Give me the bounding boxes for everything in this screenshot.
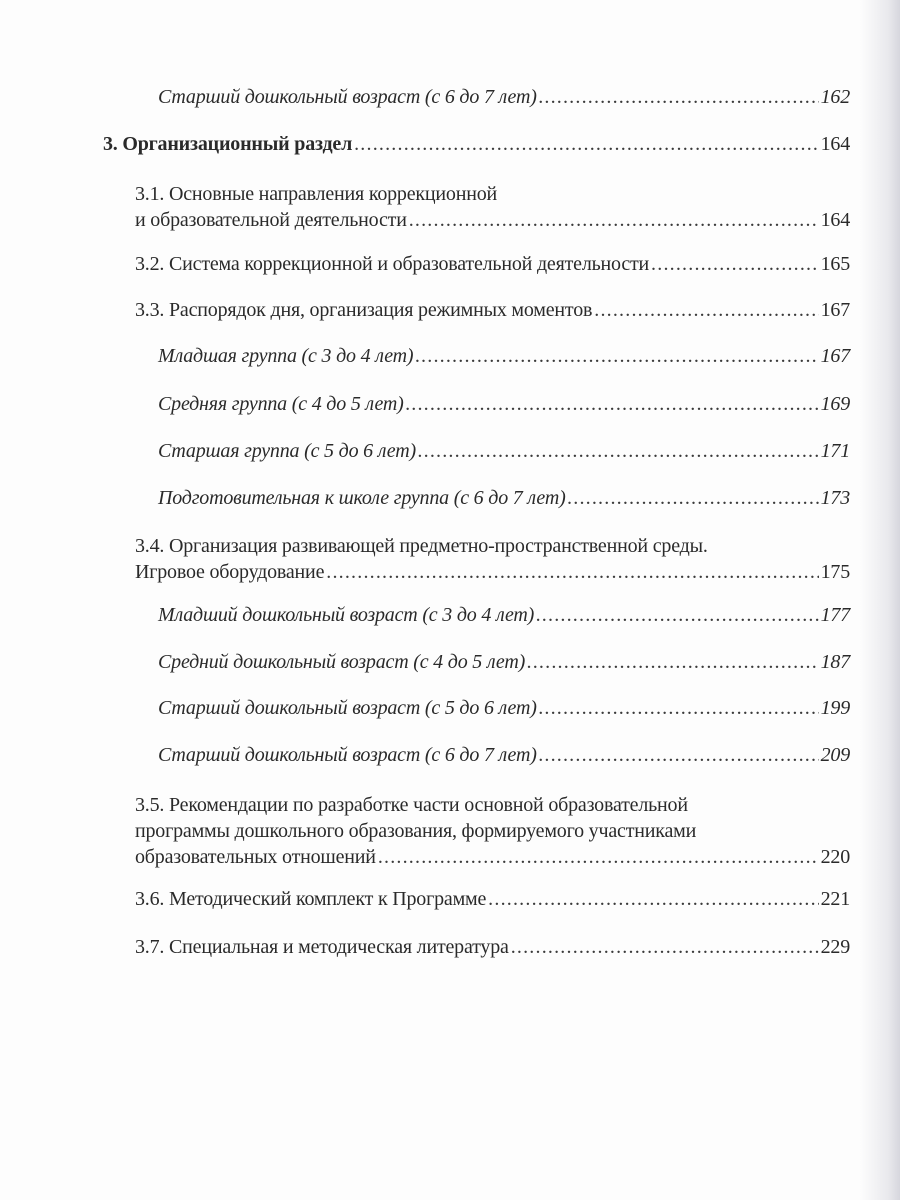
toc-entry-title: 3.2. Система коррекционной и образовательной деятельности bbox=[135, 253, 650, 275]
toc-entry-title: Младшая группа (с 3 до 4 лет) bbox=[158, 345, 414, 367]
toc-entry bbox=[135, 934, 850, 960]
toc-page-number: 229 bbox=[820, 936, 850, 958]
dot-leader bbox=[354, 131, 819, 157]
dot-leader bbox=[511, 934, 819, 960]
toc-entry bbox=[158, 343, 850, 369]
toc-page-number: 177 bbox=[820, 604, 850, 626]
toc-page-number: 199 bbox=[820, 697, 850, 719]
toc-entry-title-line: Игровое оборудование bbox=[135, 561, 325, 583]
toc-page-number: 165 bbox=[820, 253, 850, 275]
toc-entry-title: Младший дошкольный возраст (с 3 до 4 лет) bbox=[158, 604, 535, 626]
toc-entry bbox=[135, 251, 850, 277]
toc-page-number: 175 bbox=[820, 561, 850, 583]
toc-page-number: 169 bbox=[820, 393, 850, 415]
dot-leader bbox=[415, 343, 818, 369]
toc-entry-title-line: 3.5. Рекомендации по разработке части основной образовательной bbox=[135, 794, 688, 816]
toc-entry bbox=[135, 297, 850, 323]
toc-entry-title: Старшая группа (с 5 до 6 лет) bbox=[158, 440, 416, 462]
dot-leader bbox=[539, 695, 819, 721]
toc-entry-title: Средний дошкольный возраст (с 4 до 5 лет) bbox=[158, 651, 526, 673]
toc-entry bbox=[158, 84, 850, 110]
toc-entry bbox=[158, 742, 850, 768]
toc-entry bbox=[158, 438, 850, 464]
toc-entry-title-line: 3.1. Основные направления коррекционной bbox=[135, 183, 498, 205]
toc-entry-title: 3.7. Специальная и методическая литература bbox=[135, 936, 509, 958]
dot-leader bbox=[536, 602, 818, 628]
toc-entry-title: Средняя группа (с 4 до 5 лет) bbox=[158, 393, 404, 415]
dot-leader bbox=[378, 844, 819, 870]
toc-page-number: 187 bbox=[820, 651, 850, 673]
dot-leader bbox=[539, 742, 819, 768]
toc-entry-title: Старший дошкольный возраст (с 6 до 7 лет) bbox=[158, 744, 537, 766]
toc-page-number: 209 bbox=[820, 744, 850, 766]
toc-entry-title-line: 3.4. Организация развивающей предметно-пространственной среды. bbox=[135, 535, 708, 557]
toc-page-number: 220 bbox=[820, 846, 850, 868]
dot-leader bbox=[488, 886, 818, 912]
toc-entry bbox=[158, 695, 850, 721]
toc-entry-title: 3.3. Распорядок дня, организация режимных моментов bbox=[135, 299, 593, 321]
toc-entry-title: Подготовительная к школе группа (с 6 до 7 лет) bbox=[158, 487, 566, 509]
toc-entry bbox=[135, 886, 850, 912]
toc-page-number: 167 bbox=[820, 299, 850, 321]
dot-leader bbox=[527, 649, 819, 675]
toc-page-number: 164 bbox=[820, 209, 850, 231]
toc-entry-title: Старший дошкольный возраст (с 5 до 6 лет) bbox=[158, 697, 537, 719]
dot-leader bbox=[418, 438, 819, 464]
toc-section-heading bbox=[103, 131, 850, 157]
toc-entry-title-line: образовательных отношений bbox=[135, 846, 376, 868]
toc-page-number: 221 bbox=[820, 888, 850, 910]
toc-entry-title: Старший дошкольный возраст (с 6 до 7 лет) bbox=[158, 86, 537, 108]
dot-leader bbox=[326, 559, 818, 585]
toc-entry bbox=[158, 649, 850, 675]
toc-entry bbox=[158, 485, 850, 511]
toc-page-number: 167 bbox=[820, 345, 850, 367]
toc-entry-title: 3.6. Методический комплект к Программе bbox=[135, 888, 487, 910]
dot-leader bbox=[568, 485, 819, 511]
page-edge-shadow bbox=[860, 0, 900, 1200]
toc-page-number: 164 bbox=[820, 133, 850, 155]
dot-leader bbox=[539, 84, 819, 110]
dot-leader bbox=[651, 251, 819, 277]
toc-entry bbox=[135, 792, 850, 870]
dot-leader bbox=[409, 207, 819, 233]
toc-page-number: 173 bbox=[820, 487, 850, 509]
toc-entry-title: 3. Организационный раздел bbox=[103, 133, 353, 155]
dot-leader bbox=[406, 391, 819, 417]
toc-page-number: 171 bbox=[820, 440, 850, 462]
toc-page-number: 162 bbox=[820, 86, 850, 108]
toc-entry bbox=[135, 533, 850, 585]
toc-entry-title-line: программы дошкольного образования, формируемого участниками bbox=[135, 820, 697, 842]
toc-entry bbox=[158, 602, 850, 628]
toc-entry-title-line: и образовательной деятельности bbox=[135, 209, 407, 231]
dot-leader bbox=[594, 297, 818, 323]
toc-entry bbox=[135, 181, 850, 233]
toc-entry bbox=[158, 391, 850, 417]
